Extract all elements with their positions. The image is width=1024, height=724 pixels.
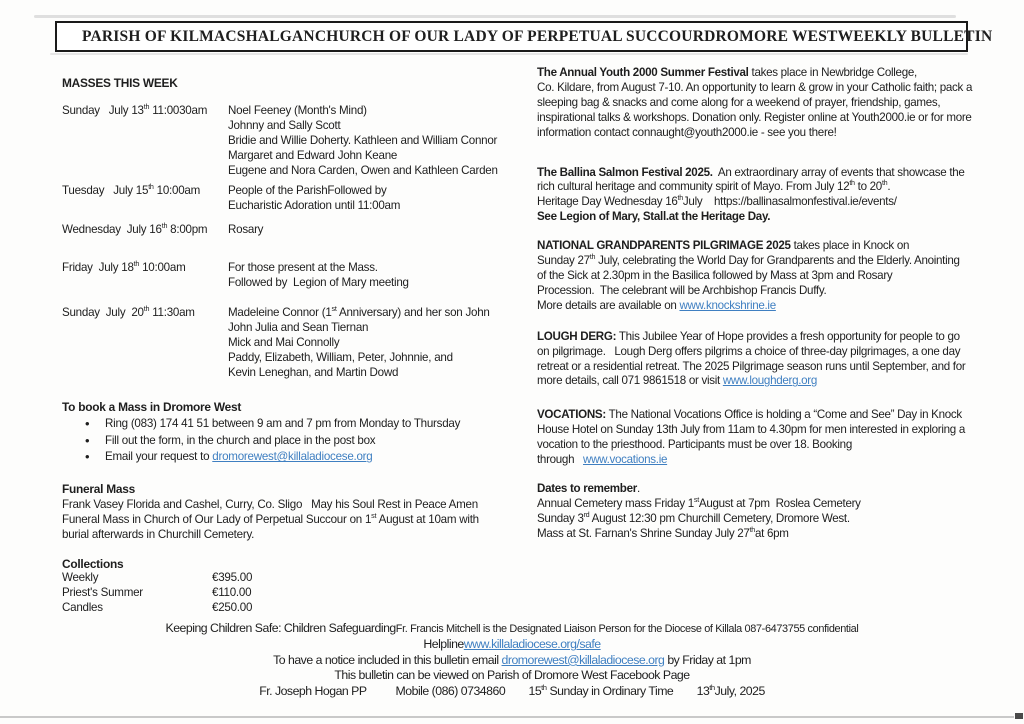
- collection-label: Candles: [62, 600, 103, 614]
- notice-line: [537, 494, 1007, 512]
- notice-line: [537, 254, 1007, 269]
- text-run: Sunday 27th July, celebrating the World Day for Grandparents and the Elderly. Anointing: [537, 252, 960, 268]
- intention-line: Eucharistic Adoration until 11:00am: [228, 199, 401, 213]
- text-run: This Jubilee Year of Hope provides a fresh opportunity for people to go: [616, 329, 960, 343]
- text-run: See Legion of Mary, Stall.at the Heritage Day.: [537, 210, 771, 224]
- footer-line: [0, 621, 1024, 637]
- footer-line: [0, 684, 1024, 699]
- text-run: Fr. Joseph Hogan PP Mobile (086) 0734860 15th Sunday in Ordinary Time 13thJuly, 2025: [259, 682, 765, 698]
- text-run: NATIONAL GRANDPARENTS PILGRIMAGE 2025: [537, 239, 791, 253]
- scan-artifact-top: [34, 15, 956, 18]
- mass-row: [62, 223, 540, 238]
- mass-datetime: Sunday July 13th 11:0030am: [62, 102, 208, 117]
- scan-artifact-bottom: [0, 716, 1014, 718]
- intention-line: Paddy, Elizabeth, William, Peter, Johnnie, and: [228, 350, 453, 364]
- intention-line: Kevin Leneghan, and Martin Dowd: [228, 365, 399, 379]
- collections-title: Collections: [62, 556, 124, 571]
- collection-row: [62, 571, 540, 586]
- notice-line: [537, 360, 1007, 375]
- hyperlink[interactable]: www.vocations.ie: [583, 453, 668, 467]
- mass-row: [62, 104, 540, 179]
- left-column: [62, 76, 540, 615]
- notice: [537, 330, 1007, 390]
- intention-line: Noel Feeney (Month's Mind): [228, 103, 367, 117]
- notices-column: [537, 66, 1007, 542]
- text-run: takes place in Newbridge College,: [748, 66, 917, 79]
- intention-line: Margaret and Edward John Keane: [228, 148, 398, 162]
- bulletin-header: [55, 21, 993, 52]
- hyperlink[interactable]: www.killaladiocese.org/safe: [463, 637, 601, 652]
- booking-option: [62, 433, 540, 449]
- booking-option: [62, 416, 540, 432]
- text-run: sleeping bag & snacks and come along for a weekend of prayer, friendship, games,: [537, 95, 941, 109]
- text-run: House Hotel on Sunday 13th July from 11am to 4.30pm for men interested in exploring a: [537, 423, 965, 437]
- footer-line: [0, 637, 1024, 652]
- mass-datetime: Sunday July 20th 11:30am: [62, 304, 195, 319]
- text-run: The National Vocations Office is holding a “Come and See” Day in Knock: [605, 408, 962, 422]
- notice-line: [537, 239, 1007, 254]
- notice: [537, 66, 1007, 141]
- notice-line: [537, 345, 1007, 360]
- collection-row: [62, 586, 540, 601]
- mass-intentions: [228, 104, 498, 179]
- scan-artifact-under-header: [50, 53, 968, 55]
- scan-artifact-corner: [1015, 713, 1023, 719]
- collection-amount: €250.00: [212, 600, 253, 614]
- booking-option: [62, 449, 540, 465]
- text-run: information contact connaught@youth2000.ie - see you there!: [537, 125, 837, 139]
- text-run: rich cultural heritage and community spirit of Mayo. From July 12th to 20th.: [537, 178, 891, 194]
- text-run: More details are available on: [537, 298, 680, 312]
- intention-line: Followed by Legion of Mary meeting: [228, 276, 409, 290]
- notice-line: [537, 269, 1007, 284]
- intention-line: Madeleine Connor (1st Anniversary) and her son John: [228, 304, 490, 319]
- notice-line: [537, 96, 1007, 111]
- funeral-line: burial afterwards in Churchill Cemetery.: [62, 527, 255, 541]
- notice-line: [537, 524, 1007, 542]
- text-run: more details, call 071 9861518 or visit: [537, 374, 723, 388]
- notice-line: [537, 166, 1007, 181]
- notice-line: [537, 195, 1007, 210]
- text-run: vocation to the priesthood. Participants must be over 18. Booking: [537, 438, 852, 452]
- text-run: Annual Cemetery mass Friday 1stAugust at 7pm Roslea Cemetery: [537, 494, 861, 510]
- header-item-bulletin: WEEKLY BULLETIN: [837, 27, 993, 45]
- header-item-church: CHURCH OF OUR LADY OF PERPETUAL SUCCOUR: [314, 27, 705, 45]
- notice-line: [537, 408, 1007, 423]
- text-run: Sunday 3rd August 12:30 pm Churchill Cemetery, Dromore West.: [537, 509, 850, 525]
- funeral-line: Funeral Mass in Church of Our Lady of Perpetual Succour on 1st August at 10am with: [62, 510, 479, 526]
- mass-row: [62, 261, 540, 291]
- text-run: An extraordinary array of events that showcase the: [712, 165, 965, 179]
- book-mass-list: [62, 416, 540, 465]
- text-run: The Annual Youth 2000 Summer Festival: [537, 66, 749, 79]
- mass-intentions: [228, 184, 400, 214]
- text-run: The Ballina Salmon Festival 2025.: [537, 165, 713, 179]
- notice-line: [537, 453, 1007, 468]
- text-run: of the Sick at 2.30pm in the Basilica followed by Mass at 3pm and Rosary: [537, 268, 893, 282]
- collection-amount: €110.00: [212, 586, 252, 600]
- hyperlink[interactable]: dromorewest@killaladiocese.org: [501, 652, 665, 667]
- text-run: Dates to remember: [537, 481, 637, 495]
- notice: [537, 408, 1007, 468]
- notice-line: [537, 374, 1007, 389]
- mass-row: [62, 306, 540, 381]
- text-run: retreat or a residential retreat. The 2025 Pilgrimage season runs until September, and for: [537, 359, 966, 373]
- notice-line: [537, 284, 1007, 299]
- book-mass-title: To book a Mass in Dromore West: [62, 399, 242, 414]
- mass-schedule: [62, 104, 540, 381]
- notice: [537, 166, 1007, 226]
- text-run: LOUGH DERG:: [537, 329, 617, 343]
- notice-line: [537, 330, 1007, 345]
- collection-label: Weekly: [62, 571, 99, 585]
- footer-line: [0, 668, 1024, 683]
- intention-line: People of the ParishFollowed by: [228, 184, 387, 198]
- collections-table: [62, 571, 540, 615]
- text-run: Keeping Children Safe: Children Safeguarding: [165, 621, 396, 635]
- notice: [537, 482, 1007, 542]
- hyperlink[interactable]: www.loughderg.org: [722, 374, 818, 388]
- mass-row: [62, 184, 540, 214]
- text-run: Ring (083) 174 41 51 between 9 am and 7 pm from Monday to Thursday: [105, 417, 461, 431]
- footer-line: [0, 653, 1024, 668]
- text-run: Co. Kildare, from August 7-10. An opportunity to learn & grow in your Catholic faith; pack a: [537, 80, 973, 94]
- notice-line: [537, 126, 1007, 141]
- intention-line: Rosary: [228, 223, 264, 237]
- notice-line: [537, 111, 1007, 126]
- text-run: Fill out the form, in the church and place in the post box: [105, 433, 376, 447]
- intention-line: Johnny and Sally Scott: [228, 118, 341, 132]
- text-run: This bulletin can be viewed on Parish of Dromore West Facebook Page: [334, 668, 690, 683]
- mass-intentions: [228, 261, 409, 291]
- text-run: through: [537, 453, 583, 467]
- notice: [537, 239, 1007, 314]
- notice-line: [537, 482, 1007, 497]
- collection-amount: €395.00: [212, 571, 253, 585]
- header-item-parish: PARISH OF KILMACSHALGAN: [82, 27, 315, 45]
- masses-title: MASSES THIS WEEK: [62, 76, 178, 90]
- funeral-notice: [62, 497, 540, 542]
- text-run: Procession. The celebrant will be Archbishop Francis Duffy.: [537, 283, 827, 297]
- intention-line: Bridie and Willie Doherty. Kathleen and William Connor: [228, 133, 498, 147]
- text-run: takes place in Knock on: [790, 239, 910, 253]
- intention-line: Eugene and Nora Carden, Owen and Kathleen Carden: [228, 163, 498, 177]
- intention-line: John Julia and Sean Tiernan: [228, 320, 369, 334]
- header-item-location: DROMORE WEST: [704, 27, 838, 45]
- intention-line: Mick and Mai Connolly: [228, 335, 340, 349]
- mass-datetime: Tuesday July 15th 10:00am: [62, 182, 201, 198]
- notice-line: [537, 81, 1007, 96]
- footer: [0, 621, 1024, 699]
- notice-line: [537, 180, 1007, 195]
- notice-line: [537, 299, 1007, 314]
- collection-label: Priest's Summer: [62, 586, 143, 600]
- mass-datetime: Wednesday July 16th 8:00pm: [62, 221, 208, 237]
- text-run: Mass at St. Farnan's Shrine Sunday July 27that 6pm: [537, 524, 789, 540]
- text-run: VOCATIONS:: [537, 408, 606, 422]
- mass-intentions: [228, 306, 490, 381]
- intention-line: For those present at the Mass.: [228, 261, 378, 275]
- mass-intentions: [228, 223, 263, 238]
- text-run: Helpline: [423, 637, 464, 652]
- notice-line: [537, 438, 1007, 453]
- hyperlink[interactable]: dromorewest@killaladiocese.org: [212, 450, 373, 464]
- collection-row: [62, 601, 540, 616]
- text-run: To have a notice included in this bulletin email: [273, 652, 502, 667]
- notice-line: [537, 210, 1007, 225]
- text-run: Email your request to: [105, 450, 213, 464]
- notice-line: [537, 423, 1007, 438]
- notice-line: [537, 509, 1007, 527]
- text-run: Heritage Day Wednesday 16thJuly https://ballinasalmonfestival.ie/events/: [537, 193, 897, 209]
- funeral-title: Funeral Mass: [62, 481, 135, 496]
- text-run: by Friday at 1pm: [664, 652, 751, 667]
- notice-line: [537, 66, 1007, 81]
- text-run: on pilgrimage. Lough Derg offers pilgrims a choice of three-day pilgrimages, a one day: [537, 344, 961, 358]
- text-run: .: [636, 481, 640, 495]
- funeral-line: Frank Vasey Florida and Cashel, Curry, Co. Sligo May his Soul Rest in Peace Amen: [62, 497, 478, 511]
- hyperlink[interactable]: www.knockshrine.ie: [679, 298, 776, 312]
- text-run: Fr. Francis Mitchell is the Designated Liaison Person for the Diocese of Killala 087-6473755 confidential: [395, 623, 859, 635]
- text-run: inspirational talks & workshops. Donation only. Register online at Youth2000.ie or for more: [537, 110, 972, 124]
- mass-datetime: Friday July 18th 10:00am: [62, 259, 186, 275]
